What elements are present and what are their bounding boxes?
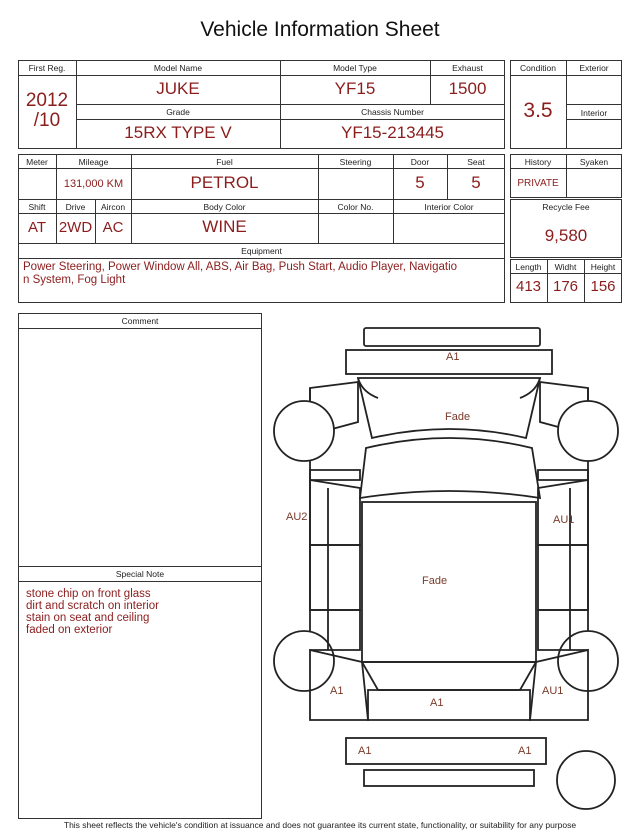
- equipment-label: Equipment: [241, 246, 282, 256]
- equipment-line-1: Power Steering, Power Window All, ABS, Air Bag, Push Start, Audio Player, Navigatio: [23, 261, 458, 273]
- condition-label: Condition: [520, 63, 556, 73]
- rear-bumper-shape: [346, 738, 546, 764]
- fuel-value: PETROL: [190, 173, 259, 192]
- mileage-value: 131,000 KM: [63, 178, 124, 190]
- left-rear-door-shape: [310, 545, 360, 610]
- width-label: Widht: [554, 262, 577, 272]
- mark-trunk: A1: [430, 697, 444, 709]
- special-note-line-1: stone chip on front glass: [26, 588, 151, 600]
- aircon-value: AC: [102, 219, 124, 236]
- mark-right-side: AU1: [553, 514, 575, 526]
- condition-score: 3.5: [523, 99, 553, 122]
- rear-glass-shape: [362, 662, 536, 690]
- front-bumper-shape: [364, 328, 540, 346]
- special-note-label: Special Note: [115, 569, 165, 579]
- windshield-shape: [360, 438, 540, 498]
- mark-roof: Fade: [422, 575, 448, 587]
- car-damage-diagram: [270, 320, 635, 820]
- mark-rear-bumper-left: A1: [358, 745, 372, 757]
- syaken-label: Syaken: [579, 157, 609, 167]
- recycle-fee-label: Recycle Fee: [542, 202, 590, 212]
- body-color-label: Body Color: [203, 202, 246, 212]
- chassis-number-label: Chassis Number: [361, 107, 424, 117]
- color-no-label: Color No.: [337, 202, 374, 212]
- history-label: History: [524, 157, 552, 167]
- rear-lower-shape: [364, 770, 534, 786]
- mark-left-side: AU2: [286, 511, 308, 523]
- model-type-value: YF15: [334, 79, 376, 98]
- interior-color-label: Interior Color: [424, 202, 474, 212]
- front-right-wheel-shape: [558, 401, 618, 461]
- first-reg-label: First Reg.: [28, 63, 66, 73]
- grade-value: 15RX TYPE V: [124, 123, 232, 142]
- exhaust-label: Exhaust: [452, 63, 483, 73]
- length-label: Length: [515, 262, 542, 272]
- model-name-label: Model Name: [153, 63, 203, 73]
- chassis-number-value: YF15-213445: [340, 123, 445, 142]
- equipment-line-2: n System, Fog Light: [23, 274, 126, 286]
- mark-hood-front: A1: [446, 351, 460, 363]
- left-front-door-shape: [310, 480, 360, 545]
- meter-label: Meter: [26, 157, 48, 167]
- exhaust-value: 1500: [448, 79, 487, 98]
- exterior-label: Exterior: [579, 63, 609, 73]
- mark-hood: Fade: [445, 411, 471, 423]
- height-label: Height: [590, 262, 616, 272]
- first-reg-year: 2012: [25, 90, 69, 111]
- first-reg-month: /10: [33, 110, 61, 131]
- body-color-value: WINE: [202, 217, 247, 236]
- seat-label: Seat: [467, 157, 485, 167]
- mark-rear-left-fender: A1: [330, 685, 344, 697]
- mark-rear-right-fender: AU1: [542, 685, 564, 697]
- door-label: Door: [410, 157, 430, 167]
- comment-label: Comment: [121, 316, 159, 326]
- length-value: 413: [515, 278, 542, 295]
- drive-value: 2WD: [58, 219, 93, 236]
- mark-rear-bumper-right: A1: [518, 745, 532, 757]
- special-note-line-2: dirt and scratch on interior: [26, 600, 159, 612]
- mileage-label: Mileage: [78, 157, 109, 167]
- footer-disclaimer: This sheet reflects the vehicle's condition at issuance and does not guarantee its current state, functionality, or suitability for any purpose: [63, 820, 577, 830]
- page-title: Vehicle Information Sheet: [200, 18, 440, 41]
- drive-label: Drive: [65, 202, 86, 212]
- recycle-fee-value: 9,580: [544, 226, 588, 245]
- aircon-label: Aircon: [100, 202, 126, 212]
- fuel-label: Fuel: [216, 157, 233, 167]
- width-value: 176: [552, 278, 579, 295]
- spare-wheel-shape: [557, 751, 615, 809]
- roof-shape: [362, 502, 536, 662]
- model-name-value: JUKE: [156, 79, 200, 98]
- door-value: 5: [415, 173, 425, 192]
- shift-value: AT: [27, 219, 47, 236]
- seat-value: 5: [471, 173, 481, 192]
- history-value: PRIVATE: [517, 178, 559, 189]
- interior-label: Interior: [580, 108, 608, 118]
- right-rear-door-shape: [538, 545, 588, 610]
- rear-left-wheel-shape: [274, 631, 334, 691]
- grade-label: Grade: [166, 107, 190, 117]
- trunk-shape: [368, 690, 530, 720]
- special-note-line-4: faded on exterior: [26, 624, 113, 636]
- front-left-wheel-shape: [274, 401, 334, 461]
- height-value: 156: [590, 278, 616, 295]
- steering-label: Steering: [339, 157, 372, 167]
- special-note-line-3: stain on seat and ceiling: [26, 612, 150, 624]
- right-front-door-shape: [538, 480, 588, 545]
- hood-shape: [358, 378, 540, 438]
- model-type-label: Model Type: [333, 63, 377, 73]
- shift-label: Shift: [28, 202, 46, 212]
